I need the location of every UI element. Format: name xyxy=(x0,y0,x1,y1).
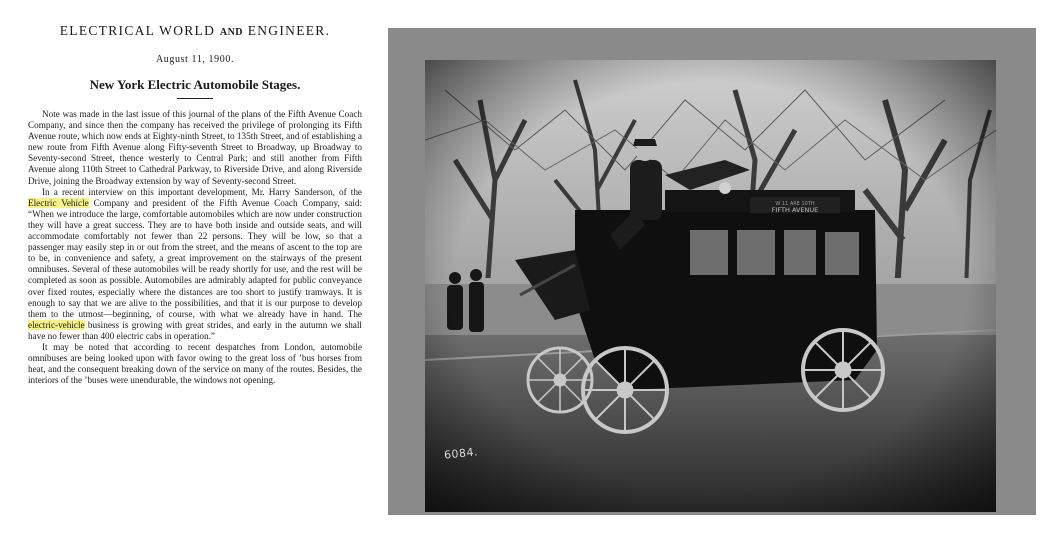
highlight-electric-vehicle: Electric Vehicle xyxy=(28,197,89,208)
article-clipping xyxy=(28,22,362,522)
journal-masthead xyxy=(28,22,362,42)
paragraph-2-text-b: Company and president of the Fifth Avenue Coach Company, said: “When we introduce the large, comfortable automobiles which are now under construction they will have a great success. They are to have both inside and outside seats, and will accommodate comfortably not fewer than 22 persons. They will be low, so that a passenger may easily step in or out from the street, and the means of ascent to the top are to be, in convenience and safety, a great improvement on the stairways of the present omnibuses. Several of these automobiles will be ready shortly for use, and the rest will be completed as soon as possible. Automobiles are admirably adapted for public conveyance over fixed routes, especially where the distances are too short to justify tramways. It is enough to say that we are alive to the possibilities, and that it is our purpose to develop them to the utmost—beginning, of course, with what we already have in hand. The xyxy=(28,197,362,319)
masthead-left: ELECTRICAL WORLD xyxy=(59,23,216,38)
paragraph-3: It may be noted that according to recent despatches from London, automobile omnibuses are being looked upon with favor owing to the great loss of ’bus horses from heat, and the consequent breaking down of the service on many of the routes. Besides, the interiors of the ’buses were unendurable, the windows not opening. xyxy=(28,341,362,386)
paragraph-2-text-a: In a recent interview on this important development, Mr. Harry Sanderson, of the xyxy=(42,186,362,197)
photo-vignette xyxy=(425,60,996,512)
masthead-right: ENGINEER. xyxy=(247,23,331,38)
masthead-and: AND xyxy=(219,27,244,38)
photo-mount xyxy=(388,28,1036,515)
plate-number: 6084. xyxy=(443,445,479,462)
electric-stage-photo xyxy=(425,60,996,512)
photo-illustration xyxy=(425,60,996,512)
highlight-electric-vehicle-2: electric-vehicle xyxy=(28,319,85,330)
issue-date: August 11, 1900. xyxy=(155,54,235,65)
paragraph-2-text-c: business is growing with great strides, and early in the autumn we shall have no fewer than 400 electric cabs in operation.” xyxy=(28,319,362,341)
paragraph-1: Note was made in the last issue of this journal of the plans of the Fifth Avenue Coach Company, and since then the company has received the privilege of prolonging its Fifth Avenue route, which now ends at Eighty-ninth Street, to 135th Street, and of establishing a new route from Fifth Avenue along Fifty-seventh Street to Broadway, up Broadway to Seventy-second Street, thence westerly to Central Park; and still another from Fifth Avenue along 110th Street to Cathedral Parkway, to Riverside Drive, and along Riverside Drive, joining the Broadway extension by way of Seventy-second Street. xyxy=(28,109,362,186)
article-headline: New York Electric Automobile Stages. xyxy=(89,77,301,92)
paragraph-2 xyxy=(28,187,362,342)
headline-rule xyxy=(177,98,213,99)
